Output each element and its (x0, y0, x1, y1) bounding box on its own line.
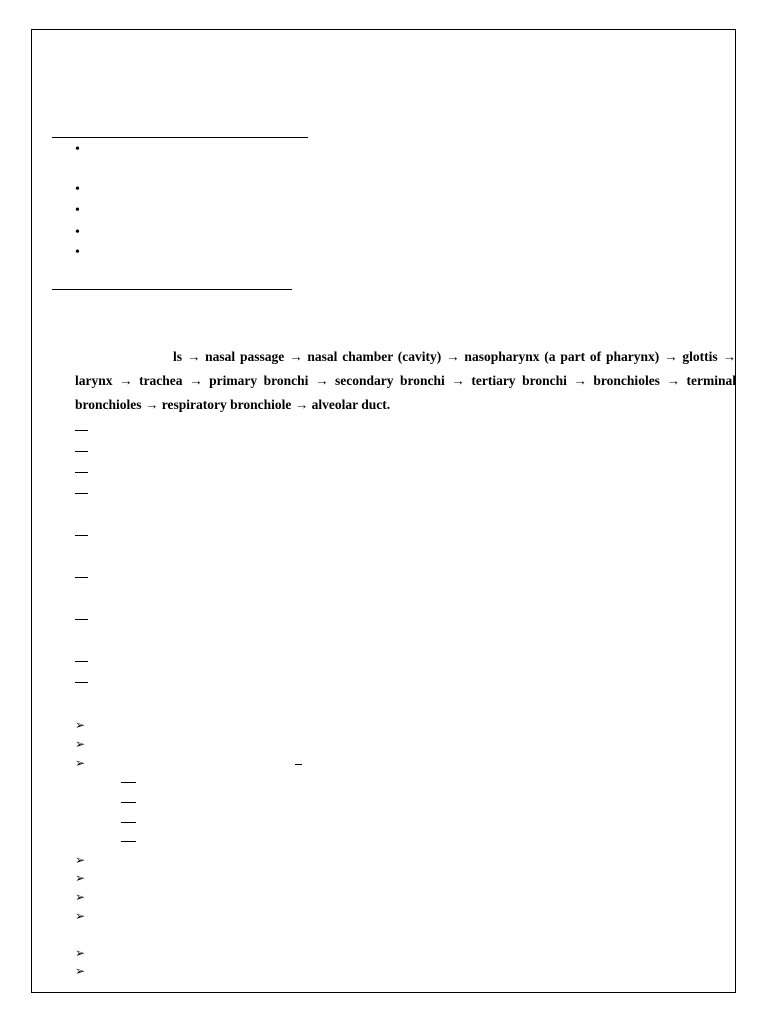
bullet-4: • (75, 225, 80, 240)
arrowhead-bullet-8: ➢ (75, 946, 86, 960)
bullet-1: • (75, 142, 80, 157)
dash-1 (75, 430, 88, 431)
arrowhead-bullet-7: ➢ (75, 909, 86, 923)
heading-underline-1 (52, 137, 308, 138)
arrowhead-bullet-2: ➢ (75, 737, 86, 751)
page-frame (31, 29, 736, 993)
arrowhead-bullet-3: ➢ (75, 756, 86, 770)
dash-6 (75, 577, 88, 578)
dash-3 (75, 472, 88, 473)
arrowhead-bullet-4: ➢ (75, 853, 86, 867)
paragraph-text: ls → nasal passage → nasal chamber (cavity) → nasopharynx (a part of pharynx) → glottis → larynx → trachea → primary bronchi → secondary bronchi → tertiary bronchi → bronchioles → terminal bronchioles → respiratory bronchiole → alveolar duct. (75, 349, 736, 412)
bullet-3: • (75, 203, 80, 218)
indented-dash-1 (121, 782, 136, 783)
dash-2 (75, 451, 88, 452)
indented-dash-3 (121, 822, 136, 823)
indented-dash-2 (121, 802, 136, 803)
bullet-2: • (75, 182, 80, 197)
heading-underline-2 (52, 289, 292, 290)
dash-7 (75, 619, 88, 620)
arrowhead-bullet-1: ➢ (75, 718, 86, 732)
dash-4 (75, 493, 88, 494)
dash-5 (75, 535, 88, 536)
dash-8 (75, 661, 88, 662)
inline-dash (295, 764, 302, 765)
bullet-5: • (75, 245, 80, 260)
respiratory-pathway-paragraph (75, 345, 736, 417)
dash-9 (75, 682, 88, 683)
arrowhead-bullet-9: ➢ (75, 964, 86, 978)
arrowhead-bullet-6: ➢ (75, 890, 86, 904)
arrowhead-bullet-5: ➢ (75, 871, 86, 885)
indented-dash-4 (121, 841, 136, 842)
